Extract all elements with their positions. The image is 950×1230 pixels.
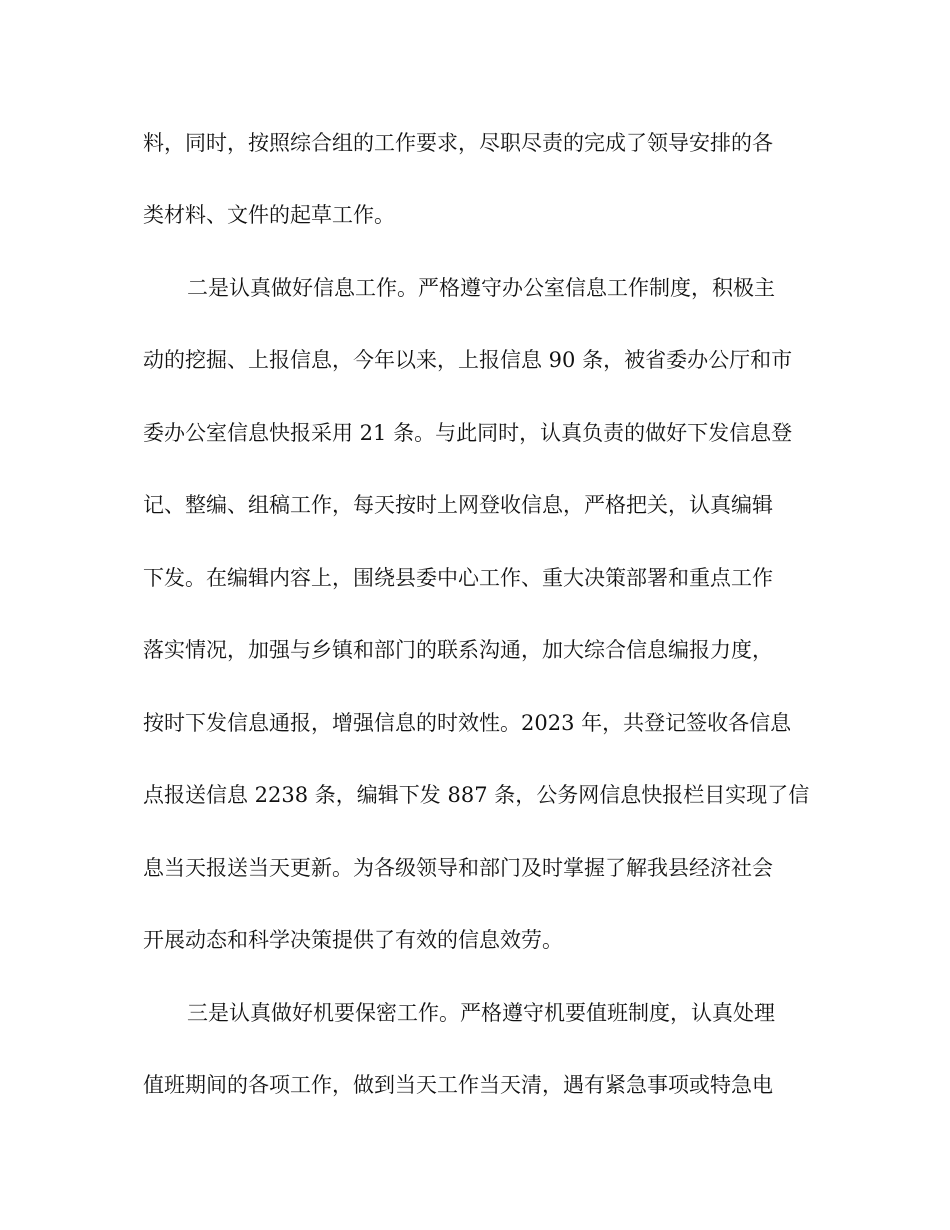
text-line: 落实情况，加强与乡镇和部门的联系沟通，加大综合信息编报力度，: [143, 638, 773, 662]
text-line: 记、整编、组稿工作，每天按时上网登收信息，严格把关，认真编辑: [143, 493, 773, 517]
text-line: 点报送信息 2238 条，编辑下发 887 条，公务网信息快报栏目实现了信: [143, 783, 810, 807]
text-line: 料，同时，按照综合组的工作要求，尽职尽责的完成了领导安排的各: [143, 131, 773, 155]
text-line: 开展动态和科学决策提供了有效的信息效劳。: [143, 928, 563, 952]
text-line: 息当天报送当天更新。为各级领导和部门及时掌握了解我县经济社会: [143, 856, 773, 880]
text-line: 按时下发信息通报，增强信息的时效性。2023 年，共登记签收各信息: [143, 711, 792, 735]
text-line: 值班期间的各项工作，做到当天工作当天清，遇有紧急事项或特急电: [143, 1073, 773, 1097]
text-line: 下发。在编辑内容上，围绕县委中心工作、重大决策部署和重点工作: [143, 566, 773, 590]
paragraph-start-line: 三是认真做好机要保密工作。严格遵守机要值班制度，认真处理: [187, 1001, 775, 1025]
text-line: 类材料、文件的起草工作。: [143, 203, 395, 227]
text-line: 委办公室信息快报采用 21 条。与此同时，认真负责的做好下发信息登: [143, 421, 793, 445]
paragraph-start-line: 二是认真做好信息工作。严格遵守办公室信息工作制度，积极主: [187, 276, 775, 300]
text-line: 动的挖掘、上报信息，今年以来，上报信息 90 条，被省委办公厅和市: [143, 348, 793, 372]
